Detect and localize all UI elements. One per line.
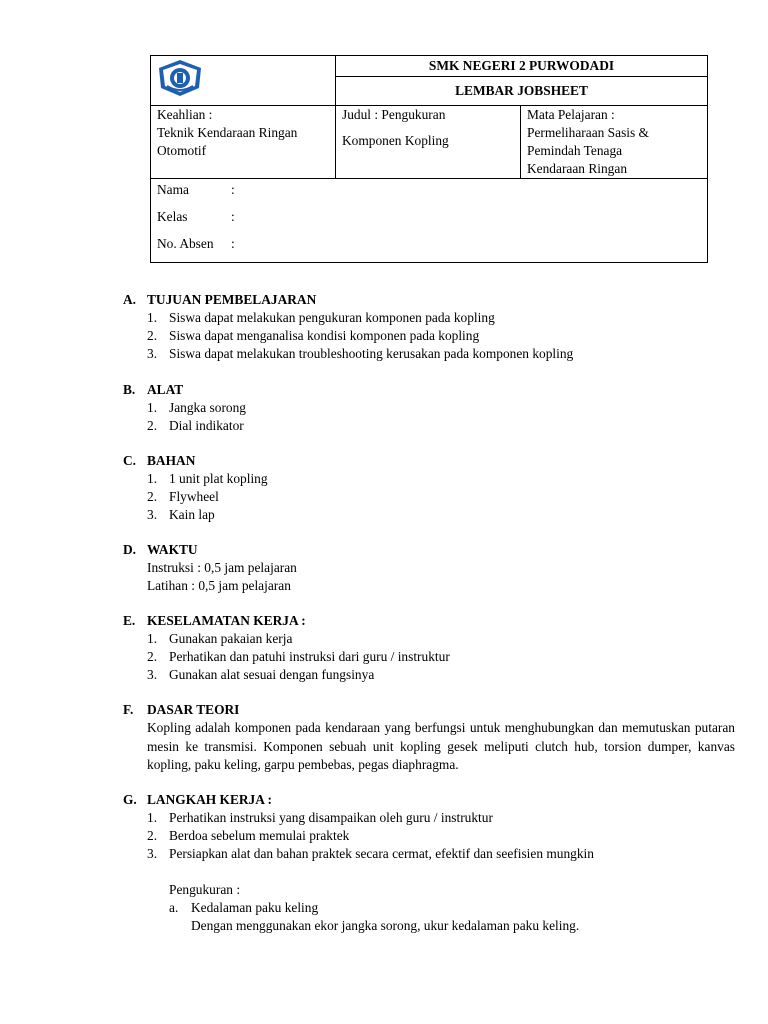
kelas-label: Kelas: [157, 209, 188, 224]
section-keselamatan: [123, 612, 735, 684]
keahlian-line-2: Otomotif: [157, 143, 207, 158]
section-title: D. WAKTU: [123, 542, 198, 557]
bahan-list: [123, 470, 735, 524]
mapel-line-2: Pemindah Tenaga: [527, 143, 623, 158]
pengukuran-item: a. Kedalaman paku keling: [169, 900, 319, 915]
alat-list: [123, 399, 735, 435]
nama-sep: :: [231, 182, 235, 197]
nama-field: [157, 181, 701, 208]
section-langkah-kerja: [123, 791, 735, 935]
list-item: 2. Siswa dapat menganalisa kondisi komponen pada kopling: [147, 328, 480, 343]
section-tujuan: [123, 291, 735, 363]
list-item: 1. Gunakan pakaian kerja: [147, 631, 293, 646]
list-item: 3. Persiapkan alat dan bahan praktek secara cermat, efektif dan seefisien mungkin: [147, 846, 594, 861]
keahlian-line-1: Teknik Kendaraan Ringan: [157, 125, 298, 140]
keselamatan-list: [123, 630, 735, 684]
keahlian-label: Keahlian :: [157, 107, 213, 122]
section-dasar-teori: [123, 701, 735, 775]
langkah-list: [123, 809, 735, 863]
section-bahan: [123, 452, 735, 524]
section-title: G. LANGKAH KERJA :: [123, 792, 272, 807]
pengukuran-label: Pengukuran :: [169, 882, 241, 897]
section-title: A. TUJUAN PEMBELAJARAN: [123, 292, 317, 307]
absen-field: [157, 235, 701, 262]
pengukuran-text: Dengan menggunakan ekor jangka sorong, ukur kedalaman paku keling.: [191, 918, 580, 933]
section-title: E. KESELAMATAN KERJA :: [123, 613, 306, 628]
section-waktu: [123, 541, 735, 595]
list-item: 1. Perhatikan instruksi yang disampaikan oleh guru / instruktur: [147, 810, 493, 825]
list-item: 2. Berdoa sebelum memulai praktek: [147, 828, 350, 843]
mapel-line-1: Permeliharaan Sasis &: [527, 125, 649, 140]
judul-cell: [336, 106, 521, 179]
section-alat: [123, 381, 735, 435]
list-item: 1. Jangka sorong: [147, 400, 246, 415]
section-title: B. ALAT: [123, 382, 184, 397]
list-item: 3. Kain lap: [147, 507, 215, 522]
section-title: C. BAHAN: [123, 453, 196, 468]
list-item: 3. Gunakan alat sesuai dengan fungsinya: [147, 667, 375, 682]
keahlian-cell: [151, 106, 336, 179]
sheet-title: LEMBAR JOBSHEET: [336, 77, 708, 106]
school-logo-icon: [155, 58, 205, 98]
dasar-teori-text: Kopling adalah komponen pada kendaraan yang berfungsi untuk menghubungkan dan memutuskan putaran mesin ke transmisi. Komponen sebuah unit kopling gesek meliputi clutch hub, torsion dumper, kanvas kopling, paku keling, garpu pembebas, pegas diaphragma.: [147, 720, 735, 772]
kelas-field: [157, 208, 701, 235]
tujuan-list: [123, 309, 735, 363]
jobsheet-header-table: [150, 55, 708, 263]
school-name: SMK NEGERI 2 PURWODADI: [336, 56, 708, 77]
student-info-cell: [151, 179, 708, 263]
list-item: 2. Perhatikan dan patuhi instruksi dari guru / instruktur: [147, 649, 450, 664]
absen-label: No. Absen: [157, 236, 214, 251]
list-item: 2. Flywheel: [147, 489, 219, 504]
list-item: 1. Siswa dapat melakukan pengukuran komponen pada kopling: [147, 310, 495, 325]
waktu-latihan: Latihan : 0,5 jam pelajaran: [147, 578, 291, 593]
judul-label: Judul : Pengukuran: [342, 107, 446, 122]
mapel-cell: [521, 106, 708, 179]
mapel-line-3: Kendaraan Ringan: [527, 161, 628, 176]
school-logo-cell: [151, 56, 336, 106]
kelas-sep: :: [231, 209, 235, 224]
absen-sep: :: [231, 236, 235, 251]
nama-label: Nama: [157, 182, 189, 197]
list-item: 3. Siswa dapat melakukan troubleshooting kerusakan pada komponen kopling: [147, 346, 574, 361]
list-item: 2. Dial indikator: [147, 418, 244, 433]
list-item: 1. 1 unit plat kopling: [147, 471, 268, 486]
waktu-instruksi: Instruksi : 0,5 jam pelajaran: [147, 560, 297, 575]
mapel-label: Mata Pelajaran :: [527, 107, 615, 122]
judul-value: Komponen Kopling: [342, 133, 449, 148]
section-title: F. DASAR TEORI: [123, 702, 240, 717]
